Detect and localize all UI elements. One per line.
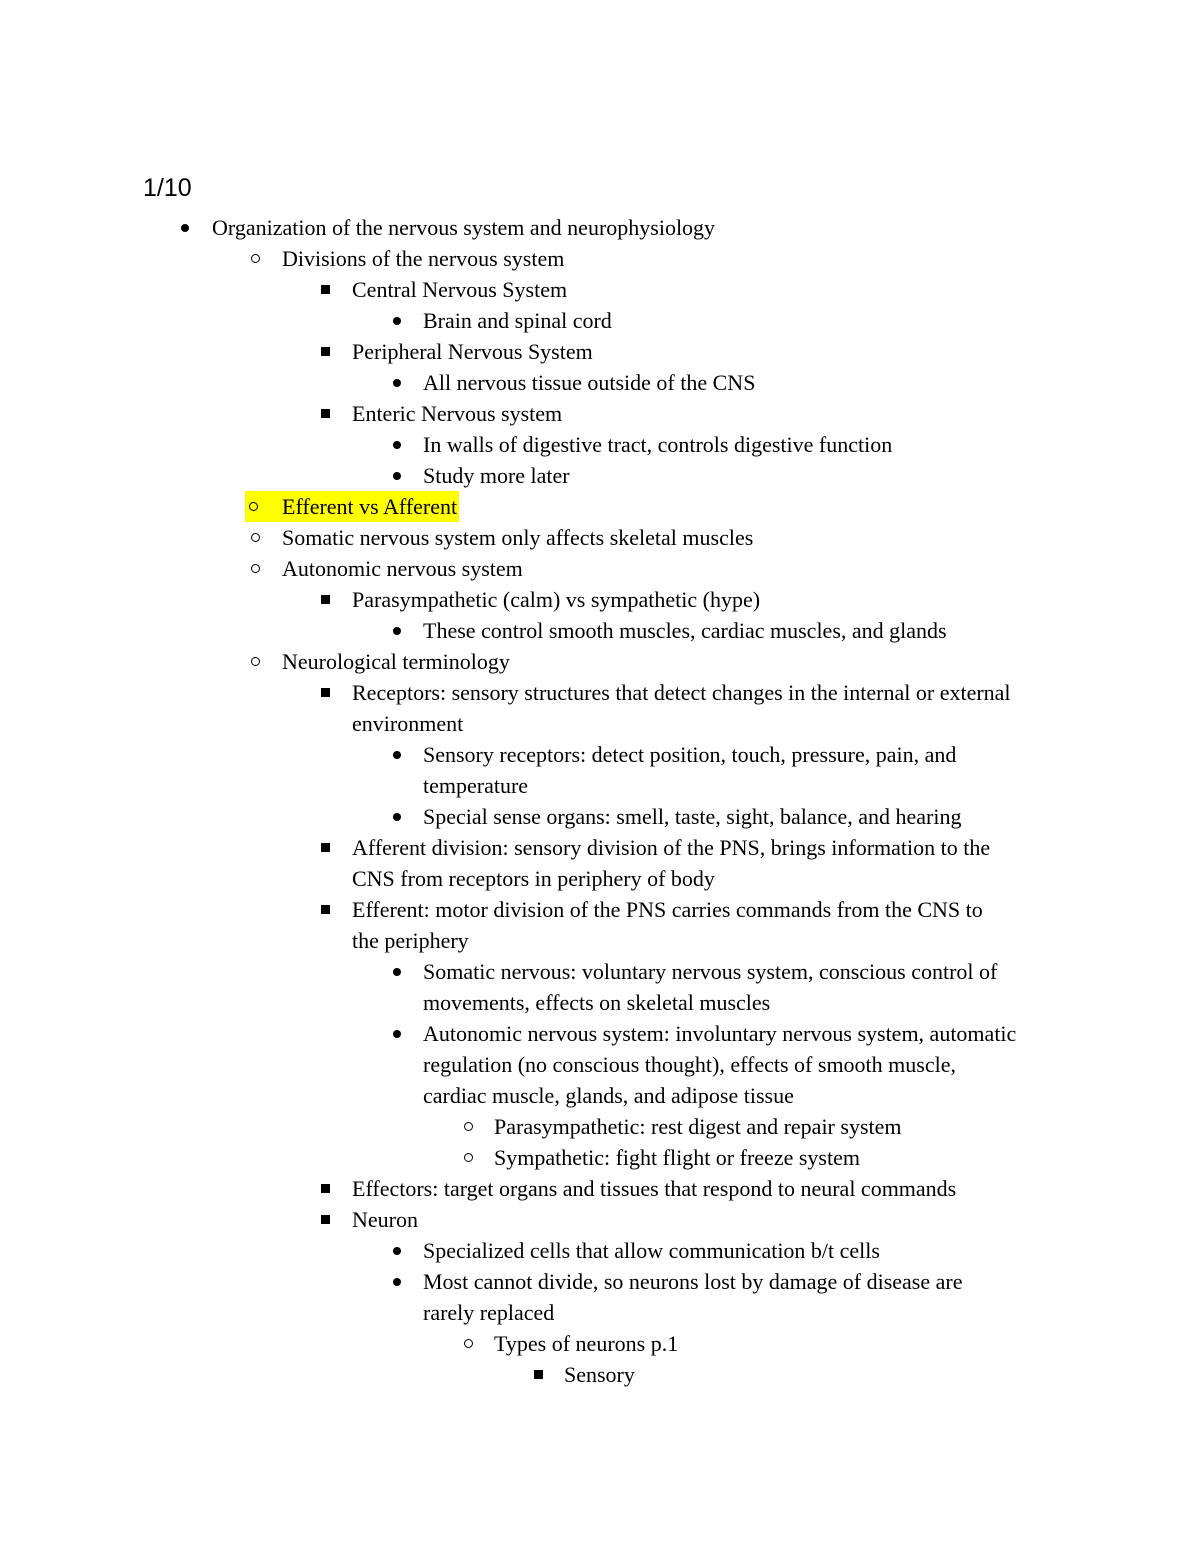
outline-text: environment — [352, 711, 464, 736]
square-bullet-icon — [317, 1173, 337, 1204]
circle-bullet-icon — [247, 522, 267, 553]
square-bullet-icon — [317, 1204, 337, 1235]
outline-text: Afferent division: sensory division of the PNS, brings information to the — [352, 835, 991, 860]
outline-text: Brain and spinal cord — [423, 308, 612, 333]
square-bullet-icon — [317, 274, 337, 305]
outline-text: Sensory — [564, 1362, 635, 1387]
outline-text: Special sense organs: smell, taste, sight, balance, and hearing — [423, 804, 962, 829]
outline-text: Neuron — [352, 1207, 418, 1232]
disc-bullet-icon — [388, 305, 408, 336]
outline-text: Sympathetic: fight flight or freeze system — [494, 1145, 860, 1170]
disc-bullet-icon — [388, 429, 408, 460]
outline-text: Types of neurons p.1 — [494, 1331, 679, 1356]
outline-text: regulation (no conscious thought), effects of smooth muscle, — [423, 1052, 956, 1077]
outline-text: Parasympathetic: rest digest and repair system — [494, 1114, 902, 1139]
outline-text: Most cannot divide, so neurons lost by damage of disease are — [423, 1269, 963, 1294]
outline-text: In walls of digestive tract, controls digestive function — [423, 432, 893, 457]
outline-text: Divisions of the nervous system — [282, 246, 565, 271]
square-bullet-icon — [317, 832, 337, 863]
square-bullet-icon — [317, 584, 337, 615]
disc-bullet-icon — [388, 1018, 408, 1049]
circle-bullet-icon — [460, 1328, 480, 1359]
circle-bullet-icon — [247, 553, 267, 584]
outline-text: Neurological terminology — [282, 649, 510, 674]
disc-bullet-icon — [388, 367, 408, 398]
outline-text: Effectors: target organs and tissues that respond to neural commands — [352, 1176, 957, 1201]
outline-text: Somatic nervous: voluntary nervous system, conscious control of — [423, 959, 998, 984]
outline-text: All nervous tissue outside of the CNS — [423, 370, 756, 395]
disc-bullet-icon — [388, 1266, 408, 1297]
outline-text: movements, effects on skeletal muscles — [423, 990, 771, 1015]
disc-bullet-icon — [176, 212, 196, 243]
circle-bullet-icon — [460, 1111, 480, 1142]
outline-text: Sensory receptors: detect position, touch, pressure, pain, and — [423, 742, 957, 767]
square-bullet-icon — [317, 677, 337, 708]
outline-text: Receptors: sensory structures that detect changes in the internal or external — [352, 680, 1011, 705]
outline-text: Peripheral Nervous System — [352, 339, 593, 364]
outline-text: Efferent: motor division of the PNS carries commands from the CNS to — [352, 897, 983, 922]
square-bullet-icon — [317, 894, 337, 925]
square-bullet-icon — [530, 1359, 550, 1390]
disc-bullet-icon — [388, 460, 408, 491]
outline-text: temperature — [423, 773, 529, 798]
outline-text: Specialized cells that allow communication b/t cells — [423, 1238, 880, 1263]
circle-bullet-icon — [245, 491, 282, 522]
outline-text: Central Nervous System — [352, 277, 568, 302]
disc-bullet-icon — [388, 615, 408, 646]
outline-text: cardiac muscle, glands, and adipose tissue — [423, 1083, 794, 1108]
outline-text: Somatic nervous system only affects skeletal muscles — [282, 525, 754, 550]
outline-text: rarely replaced — [423, 1300, 555, 1325]
outline-text: These control smooth muscles, cardiac muscles, and glands — [423, 618, 947, 643]
highlighted-outline-text: Efferent vs Afferent — [282, 491, 459, 522]
outline-text: Organization of the nervous system and neurophysiology — [212, 215, 716, 240]
outline-text: CNS from receptors in periphery of body — [352, 866, 715, 891]
disc-bullet-icon — [388, 739, 408, 770]
circle-bullet-icon — [460, 1142, 480, 1173]
square-bullet-icon — [317, 336, 337, 367]
circle-bullet-icon — [247, 646, 267, 677]
outline-text: Parasympathetic (calm) vs sympathetic (hype) — [352, 587, 761, 612]
disc-bullet-icon — [388, 801, 408, 832]
disc-bullet-icon — [388, 1235, 408, 1266]
outline-text: the periphery — [352, 928, 469, 953]
square-bullet-icon — [317, 398, 337, 429]
page-heading: 1/10 — [143, 174, 192, 202]
outline-text: Autonomic nervous system: involuntary nervous system, automatic — [423, 1021, 1017, 1046]
outline-text: Autonomic nervous system — [282, 556, 523, 581]
circle-bullet-icon — [247, 243, 267, 274]
outline-text: Enteric Nervous system — [352, 401, 563, 426]
disc-bullet-icon — [388, 956, 408, 987]
outline-text: Study more later — [423, 463, 570, 488]
